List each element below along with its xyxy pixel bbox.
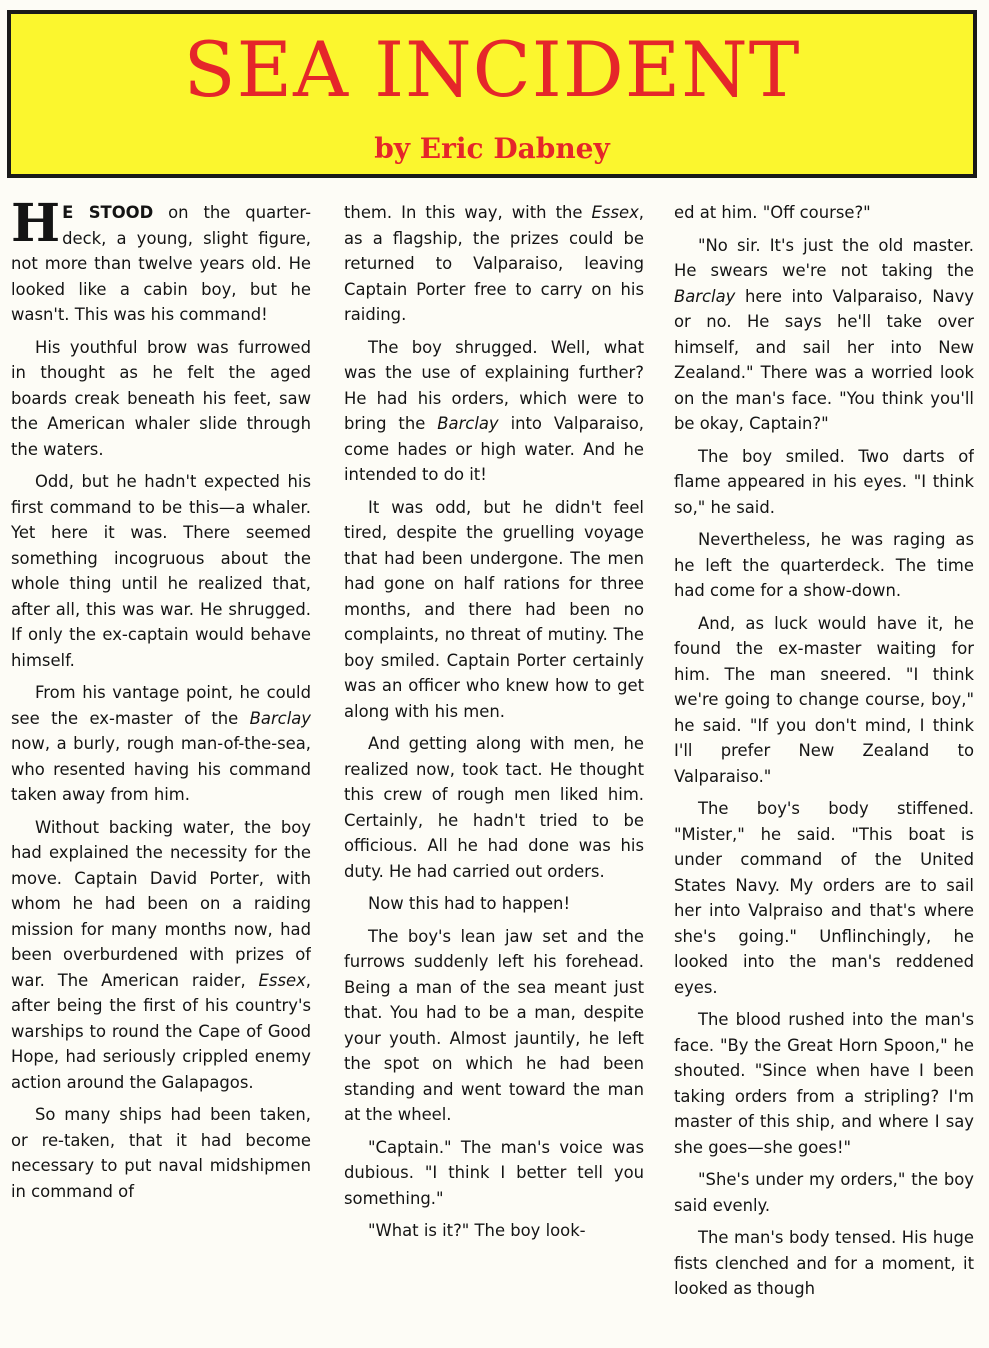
column-1 bbox=[11, 200, 311, 1342]
ship-name: Barclay bbox=[249, 708, 311, 728]
ship-name: Barclay bbox=[674, 286, 736, 306]
paragraph-text: From his vantage point, he could see the ex-master of the bbox=[11, 683, 311, 728]
story-title: SEA INCIDENT bbox=[183, 25, 801, 114]
paragraph bbox=[344, 335, 644, 488]
ship-name: Essex bbox=[591, 203, 639, 222]
paragraph: The boy smiled. Two darts of flame appeared in his eyes. "I think so," he said. bbox=[674, 446, 974, 517]
paragraph: Nevertheless, he was raging as he left the quarterdeck. The time had come for a show-down. bbox=[674, 530, 974, 600]
paragraph bbox=[674, 233, 974, 437]
paragraph: Odd, but he hadn't expected his first command to be this—a whaler. Yet here it was. There seemed something incogruous about the whole thing until he realized that, after all, this was war. He shrugged. If only the ex-captain would behave himself. bbox=[11, 472, 311, 670]
paragraph bbox=[11, 815, 311, 1096]
column-3 bbox=[674, 200, 974, 1342]
paragraph: The boy's lean jaw set and the furrows suddenly left his forehead. Being a man of the sea meant just that. You had to be a man, despite your youth. Almost jauntily, he left the spot on which he had been standing and went toward the man at the wheel. bbox=[344, 926, 644, 1124]
paragraph-text: Without backing water, the boy had explained the necessity for the move. Captain David Porter, with whom he had been on a raiding mission for many months now, had been overburdened with prizes of war. The American raider, bbox=[11, 817, 311, 990]
paragraph: The man's body tensed. His huge fists clenched and for a moment, it looked as though bbox=[674, 1228, 974, 1298]
drop-cap: H bbox=[11, 200, 61, 254]
paragraph: ed at him. "Off course?" bbox=[674, 203, 871, 222]
paragraph: The blood rushed into the man's face. "By the Great Horn Spoon," he shouted. "Since when have I been taking orders from a stripling? I'm master of this ship, and where I say she goes—she goes!" bbox=[674, 1010, 974, 1157]
column-2 bbox=[344, 200, 644, 1342]
paragraph: And, as luck would have it, he found the ex-master waiting for him. The man sneered. "I think we're going to change course, boy," he said. "If you don't mind, I think I'll prefer New Zealand to Valparaiso." bbox=[674, 613, 974, 786]
paragraph-text: The boy shrugged. Well, what was the use of explaining further? He had his orders, which were to bring the bbox=[344, 337, 644, 433]
paragraph: So many ships had been taken, or re-taken, that it had become necessary to put naval midshipmen in command of bbox=[11, 1105, 311, 1201]
paragraph-text: "No sir. It's just the old master. He swears we're not taking the bbox=[674, 235, 974, 280]
paragraph-text: on the quarter-deck, a young, slight figure, not more than twelve years old. He looked like a cabin boy, but he wasn't. This was his command! bbox=[11, 203, 311, 324]
paragraph: The boy's body stiffened. "Mister," he said. "This boat is under command of the United States Navy. My orders are to sail her into Valpraiso and that's where she's going." Unflinchingly, he looked into the man's reddened eyes. bbox=[674, 799, 974, 997]
paragraph-text: into Valparaiso, come hades or high water. And he intended to do it! bbox=[344, 414, 644, 484]
story-byline: by Eric Dabney bbox=[374, 132, 610, 165]
paragraph: "What is it?" The boy look- bbox=[368, 1221, 586, 1240]
paragraph-text: , after being the first of his country's warships to round the Cape of Good Hope, had seriously crippled enemy action around the Galapagos. bbox=[11, 970, 311, 1092]
title-banner bbox=[7, 10, 977, 178]
lead-in: E STOOD bbox=[62, 203, 154, 222]
paragraph-text: now, a burly, rough man-of-the-sea, who resented having his command taken away from him. bbox=[11, 734, 311, 804]
paragraph: It was odd, but he didn't feel tired, despite the gruelling voyage that had been undergone. The men had gone on half rations for three months, and there had been no complaints, no threat of mutiny. The boy smiled. Captain Porter certainly was an officer who knew how to get along with his men. bbox=[344, 497, 644, 721]
paragraph: And getting along with men, he realized now, took tact. He thought this crew of rough men liked him. Certainly, he hadn't tried to be officious. All he had done was his duty. He had carried out orders. bbox=[344, 734, 644, 881]
paragraph: "Captain." The man's voice was dubious. "I think I better tell you something." bbox=[344, 1137, 644, 1208]
paragraph bbox=[11, 200, 311, 328]
paragraph-text: , as a flagship, the prizes could be returned to Valparaiso, leaving Captain Porter free to carry on his raiding. bbox=[344, 203, 644, 324]
ship-name: Barclay bbox=[437, 414, 499, 433]
ship-name: Essex bbox=[258, 970, 306, 990]
paragraph: "She's under my orders," the boy said evenly. bbox=[674, 1170, 974, 1215]
paragraph bbox=[344, 200, 644, 328]
paragraph: His youthful brow was furrowed in thought as he felt the aged boards creak beneath his feet, saw the American whaler slide through the waters. bbox=[11, 337, 311, 459]
paragraph: Now this had to happen! bbox=[368, 894, 571, 913]
paragraph bbox=[11, 680, 311, 808]
paragraph-text: them. In this way, with the bbox=[344, 203, 592, 222]
paragraph-text: here into Valparaiso, Navy or no. He says he'll take over himself, and sail her into New Zealand." There was a worried look on the man's face. "You think you'll be okay, Captain?" bbox=[674, 286, 974, 433]
